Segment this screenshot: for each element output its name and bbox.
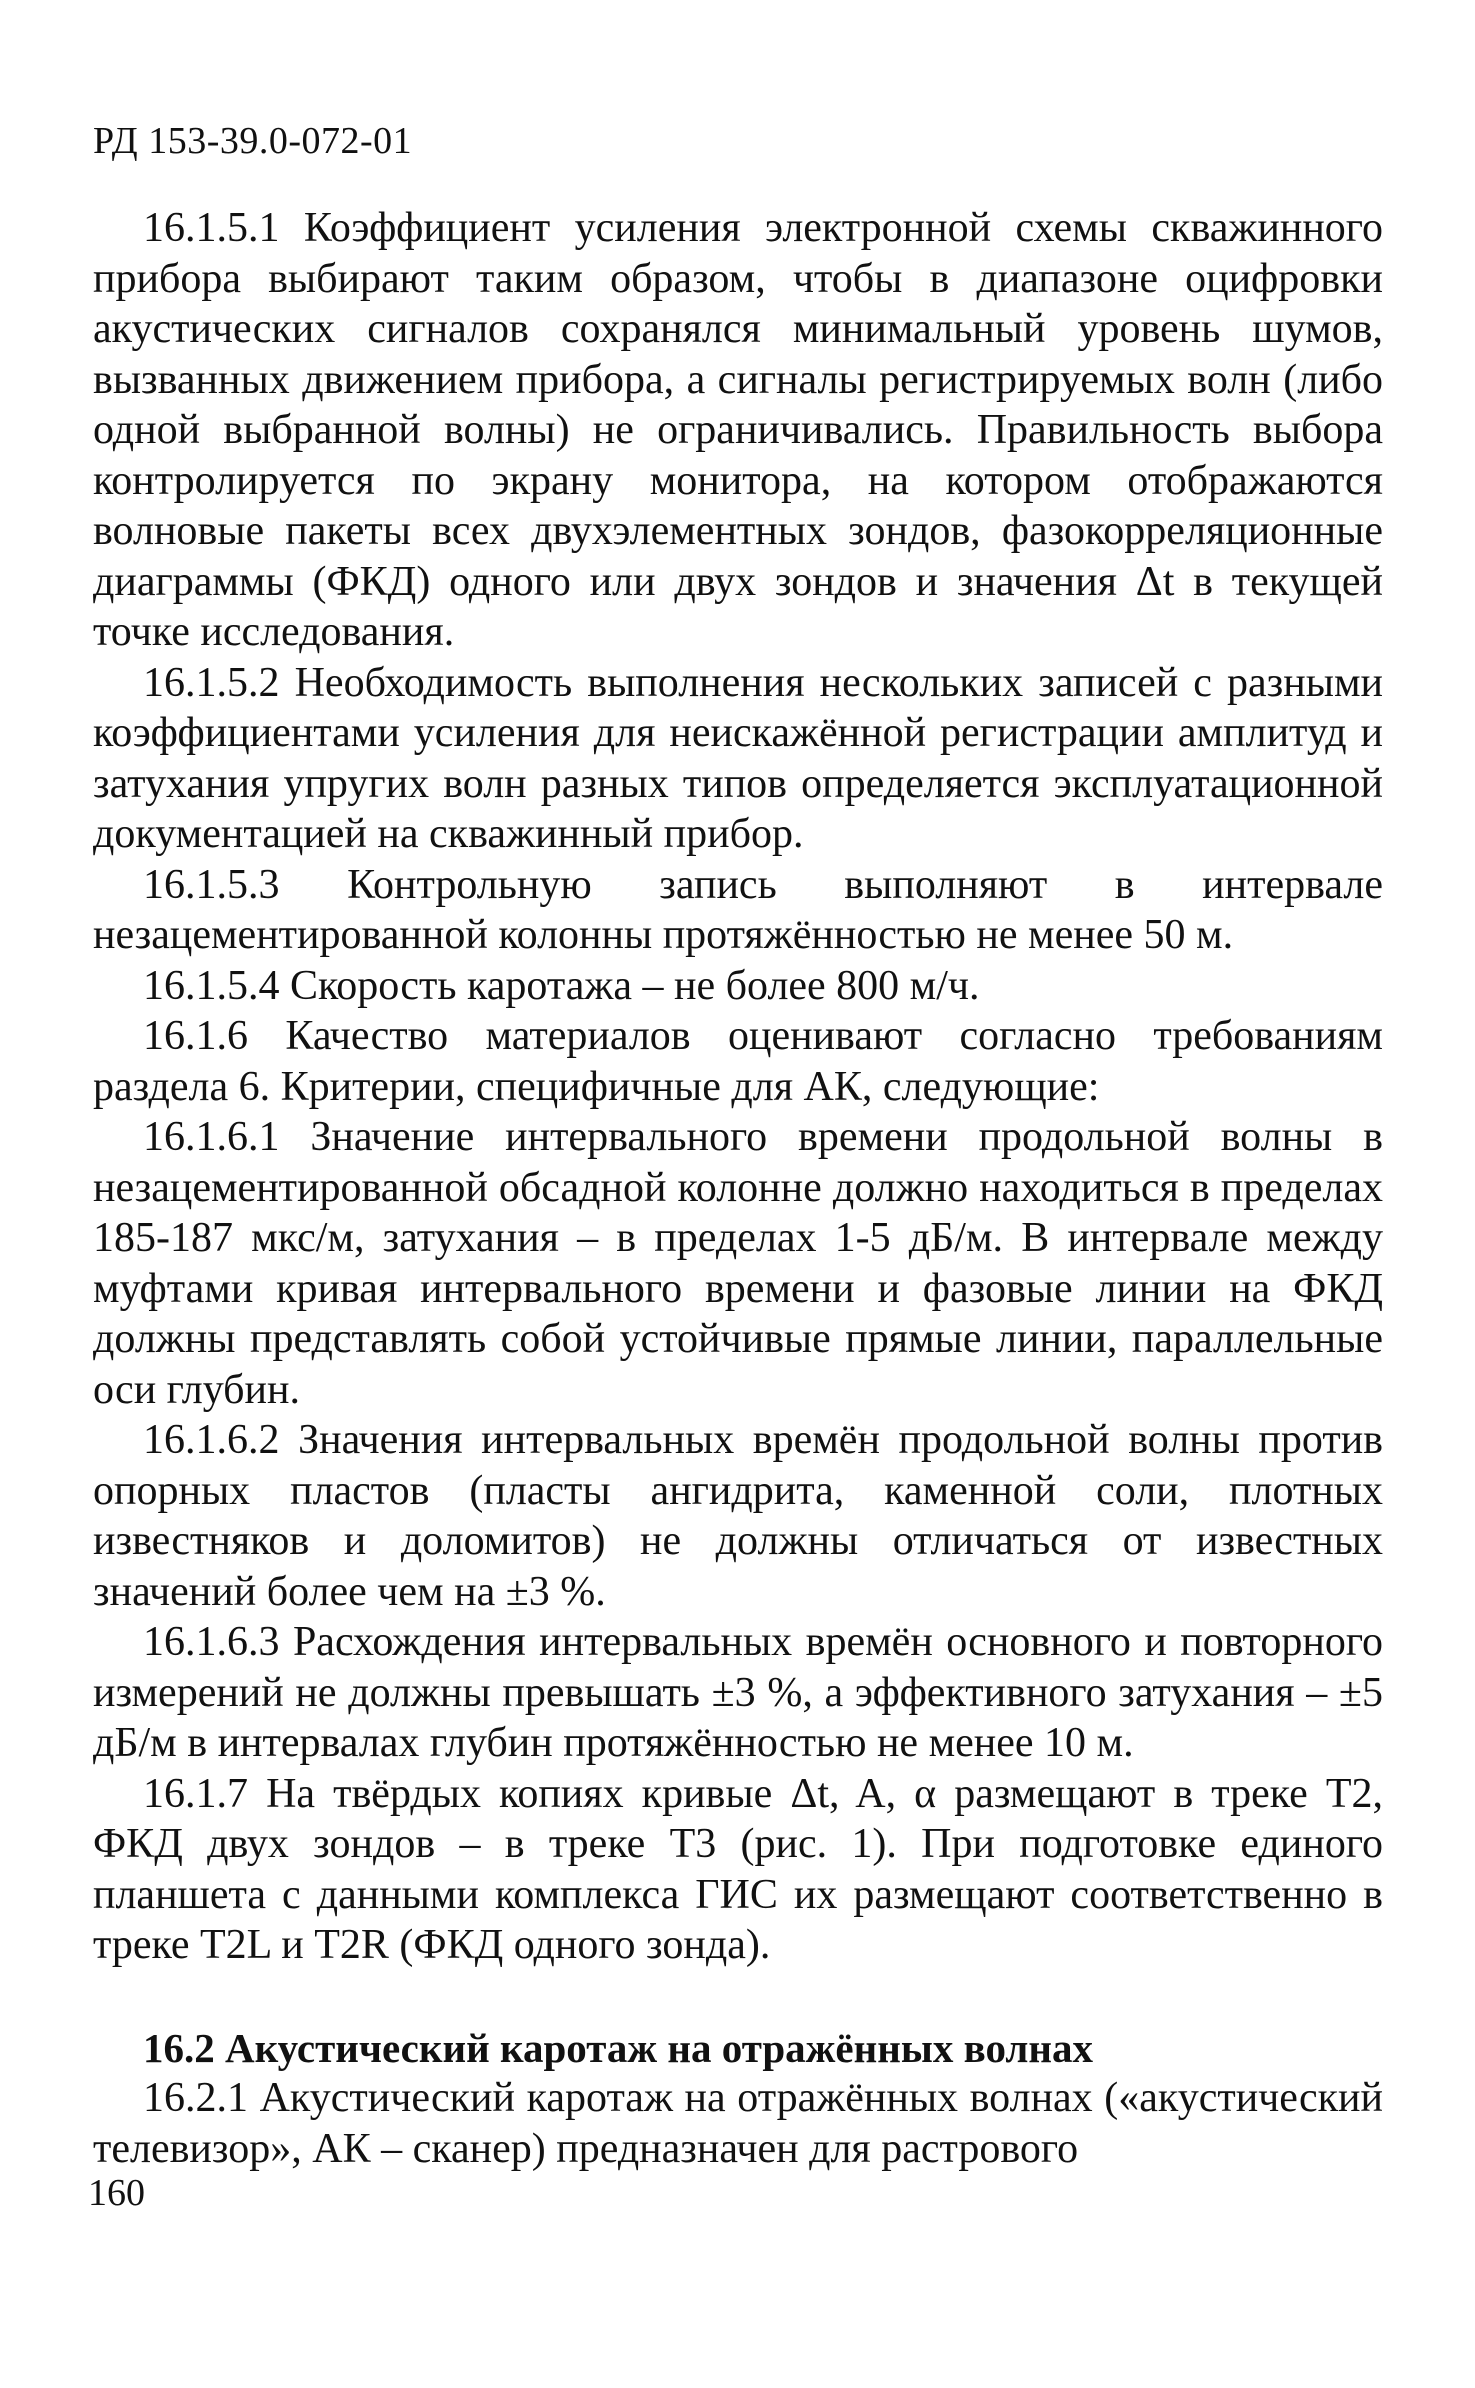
paragraph-16-1-6: 16.1.6 Качество материалов оценивают согласно требованиям раздела 6. Критерии, специфичные для АК, следующие: <box>93 1013 1383 1110</box>
paragraph-16-1-5-2: 16.1.5.2 Необходимость выполнения нескольких записей с разными коэффициентами усиления для неискажённой регистрации амплитуд и затухания упругих волн разных типов определяется эксплуатационной документацией на скважинный прибор. <box>93 659 1383 857</box>
paragraph-16-2-1: 16.2.1 Акустический каротаж на отражённых волнах («акустический телевизор», АК – сканер) предназначен для растрового <box>93 2075 1383 2172</box>
paragraph-16-1-5-4: 16.1.5.4 Скорость каротажа – не более 800 м/ч. <box>143 962 980 1009</box>
paragraph-16-1-5-3: 16.1.5.3 Контрольную запись выполняют в интервале незацементированной колонны протяжённостью не менее 50 м. <box>93 861 1383 958</box>
running-header: РД 153-39.0-072-01 <box>93 120 413 162</box>
paragraph-16-1-6-2: 16.1.6.2 Значения интервальных времён продольной волны против опорных пластов (пласты ангидрита, каменной соли, плотных известняков и доломитов) не должны отличаться от известных значений более чем на ±3 %. <box>93 1417 1383 1615</box>
section-heading: 16.2 Акустический каротаж на отражённых волнах <box>143 2024 1094 2071</box>
body-text <box>93 203 1383 2174</box>
paragraph-16-1-6-3: 16.1.6.3 Расхождения интервальных времён основного и повторного измерений не должны превышать ±3 %, а эффективного затухания – ±5 дБ/м в интервалах глубин протяжённостью не менее 10 м. <box>93 1619 1383 1766</box>
paragraph-16-1-5-1: 16.1.5.1 Коэффициент усиления электронной схемы скважинного прибора выбирают таким образом, чтобы в диапазоне оцифровки акустических сигналов сохранялся минимальный уровень шумов, вызванных движением прибора, а сигналы регистрируемых волн (либо одной выбранной волны) не ограничивались. Правильность выбора контролируется по экрану монитора, на котором отображаются волновые пакеты всех двухэлементных зондов, фазокорреляционные диаграммы (ФКД) одного или двух зондов и значения Δt в текущей точке исследования. <box>93 205 1383 655</box>
paragraph-16-1-6-1: 16.1.6.1 Значение интервального времени продольной волны в незацементированной обсадной колонне должно находиться в пределах 185-187 мкс/м, затухания – в пределах 1-5 дБ/м. В интервале между муфтами кривая интервального времени и фазовые линии на ФКД должны представлять собой устойчивые прямые линии, параллельные оси глубин. <box>93 1114 1383 1413</box>
paragraph-16-1-7: 16.1.7 На твёрдых копиях кривые Δt, A, α размещают в треке T2, ФКД двух зондов – в треке T3 (рис. 1). При подготовке единого планшета с данными комплекса ГИС их размещают соответственно в треке T2L и T2R (ФКД одного зонда). <box>93 1770 1383 1968</box>
page-number: 160 <box>88 2172 145 2214</box>
